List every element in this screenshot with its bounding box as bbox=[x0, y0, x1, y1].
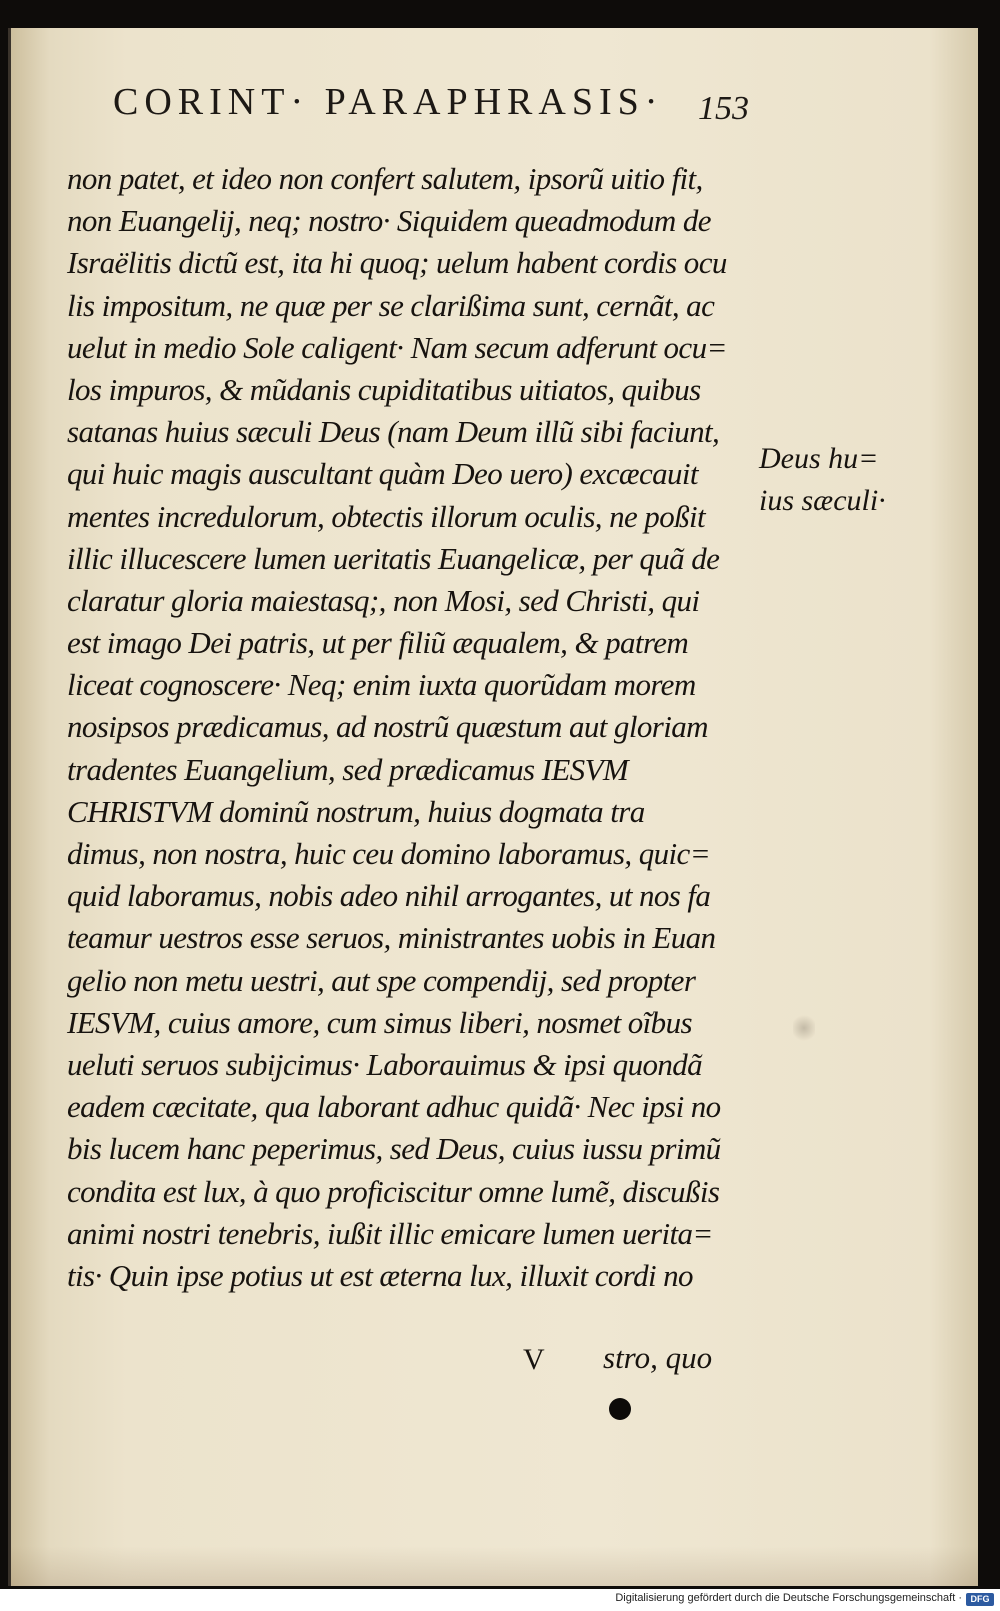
text-line: uelut in medio Sole caligent· Nam secum adferunt ocu= bbox=[67, 329, 727, 365]
running-head bbox=[113, 80, 753, 136]
text-line: lis impositum, ne quæ per se clarißima sunt, cernãt, ac bbox=[67, 287, 715, 323]
dfg-logo: DFG bbox=[966, 1593, 994, 1606]
catchword: stro, quo bbox=[603, 1340, 713, 1375]
text-line: eadem cæcitate, qua laborant adhuc quidã· Nec ipsi no bbox=[67, 1089, 721, 1125]
header-title: CORINT· PARAPHRASIS· bbox=[113, 81, 664, 123]
margin-note bbox=[759, 438, 909, 522]
text-line: CHRISTVM dominũ nostrum, huius dogmata tra bbox=[67, 793, 645, 829]
text-line: illic illucescere lumen ueritatis Euangelicæ, per quã de bbox=[67, 540, 720, 576]
text-line: satanas huius sæculi Deus (nam Deum illũ sibi faciunt, bbox=[67, 414, 720, 450]
text-line: quid laboramus, nobis adeo nihil arrogantes, ut nos fa bbox=[67, 878, 711, 914]
text-line: ueluti seruos subijcimus· Laborauimus & ipsi quondã bbox=[67, 1046, 703, 1082]
text-line: los impuros, & mũdanis cupiditatibus uitiatos, quibus bbox=[67, 371, 701, 407]
digitization-footer bbox=[0, 1589, 1000, 1611]
text-line: gelio non metu uestri, aut spe compendij, sed propter bbox=[67, 962, 696, 998]
text-line: mentes incredulorum, obtectis illorum oculis, ne poßit bbox=[67, 498, 706, 534]
text-line: nosipsos prædicamus, ad nostrũ quæstum aut gloriam bbox=[67, 709, 708, 745]
text-line: IESVM, cuius amore, cum simus liberi, nosmet oĩbus bbox=[67, 1004, 692, 1040]
signature-mark: V bbox=[523, 1343, 545, 1376]
text-line: condita est lux, à quo proficiscitur omne lumẽ, discußis bbox=[67, 1173, 720, 1209]
book-page bbox=[8, 28, 978, 1586]
text-line: qui huic magis auscultant quàm Deo uero) excæcauit bbox=[67, 456, 698, 492]
margin-note-line: Deus hu= bbox=[759, 442, 879, 475]
text-line: non patet, et ideo non confert salutem, ipsorũ uitio fit, bbox=[67, 161, 703, 196]
text-line: dimus, non nostra, huic ceu domino laboramus, quic= bbox=[67, 836, 711, 871]
text-line: tis· Quin ipse potius ut est æterna lux, illuxit cordi no bbox=[67, 1257, 693, 1293]
footer-credit: Digitalisierung gefördert durch die Deutsche Forschungsgemeinschaft · bbox=[615, 1592, 962, 1604]
text-line: teamur uestros esse seruos, ministrantes uobis in Euan bbox=[67, 920, 716, 956]
text-line: est imago Dei patris, ut per filiũ æqualem, & patrem bbox=[67, 625, 689, 661]
text-line: Israëlitis dictũ est, ita hi quoq; uelum habent cordis ocu bbox=[67, 245, 727, 281]
text-line: non Euangelij, neq; nostro· Siquidem queadmodum de bbox=[67, 203, 711, 239]
text-line: bis lucem hanc peperimus, sed Deus, cuius iussu primũ bbox=[67, 1131, 721, 1167]
text-line: animi nostri tenebris, iußit illic emicare lumen uerita= bbox=[67, 1215, 713, 1251]
ink-dot bbox=[609, 1398, 631, 1420]
text-line: tradentes Euangelium, sed prædicamus IESVM bbox=[67, 751, 629, 787]
margin-note-line: ius sæculi· bbox=[759, 484, 886, 517]
text-line: liceat cognoscere· Neq; enim iuxta quorũdam morem bbox=[67, 667, 696, 703]
ink-smudge bbox=[793, 1013, 815, 1043]
body-text bbox=[67, 158, 757, 1297]
text-line: claratur gloria maiestasq;, non Mosi, sed Christi, qui bbox=[67, 582, 700, 618]
page-number: 153 bbox=[698, 90, 749, 127]
